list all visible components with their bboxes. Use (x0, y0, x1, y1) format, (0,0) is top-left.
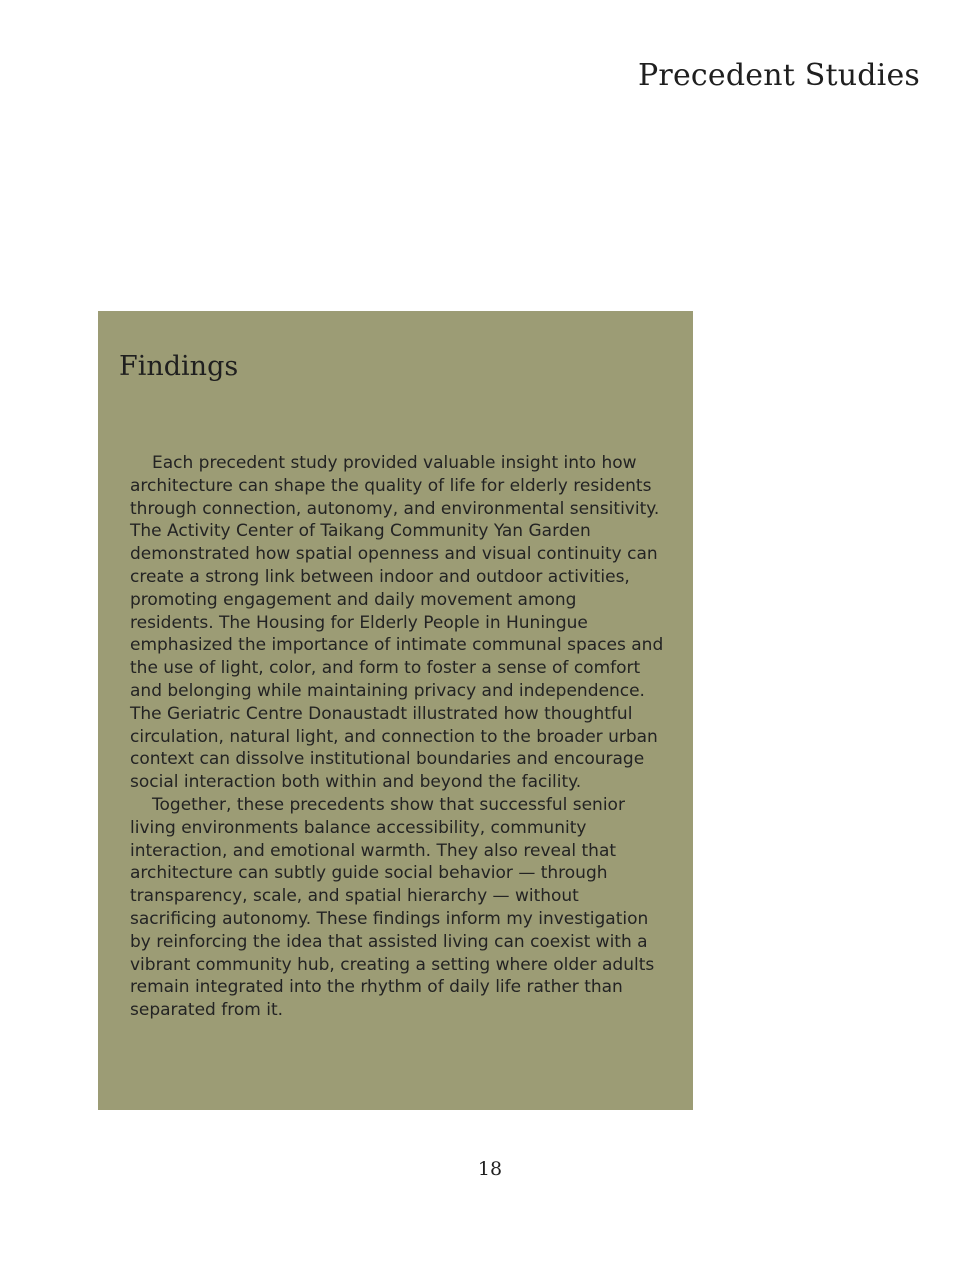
page-number: 18 (477, 1158, 503, 1180)
findings-paragraph-2: Together, these precedents show that successful senior living environments balance accessibility, community interaction, and emotional warmth. They also reveal that architecture can subtly guide social behavior — through transparency, scale, and spatial hierarchy — without sacrificing autonomy. These findings inform my investigation by reinforcing the idea that assisted living can coexist with a vibrant community hub, creating a setting where older adults remain integrated into the rhythm of daily life rather than separated from it. (130, 794, 655, 1021)
findings-panel (98, 311, 693, 1110)
findings-paragraph-1: Each precedent study provided valuable insight into how architecture can shape the quality of life for elderly residents through connection, autonomy, and environmental sensitivity. The Activity Center of Taikang Community Yan Garden demonstrated how spatial openness and visual continuity can create a strong link between indoor and outdoor activities, promoting engagement and daily movement among residents. The Housing for Elderly People in Huningue emphasized the importance of intimate communal spaces and the use of light, color, and form to foster a sense of comfort and belonging while maintaining privacy and independence. The Geriatric Centre Donaustadt illustrated how thoughtful circulation, natural light, and connection to the broader urban context can dissolve institutional boundaries and encourage social interaction both within and beyond the facility. (130, 453, 664, 793)
findings-body (130, 452, 665, 1022)
findings-heading: Findings (119, 351, 239, 382)
section-title: Precedent Studies (638, 58, 920, 93)
